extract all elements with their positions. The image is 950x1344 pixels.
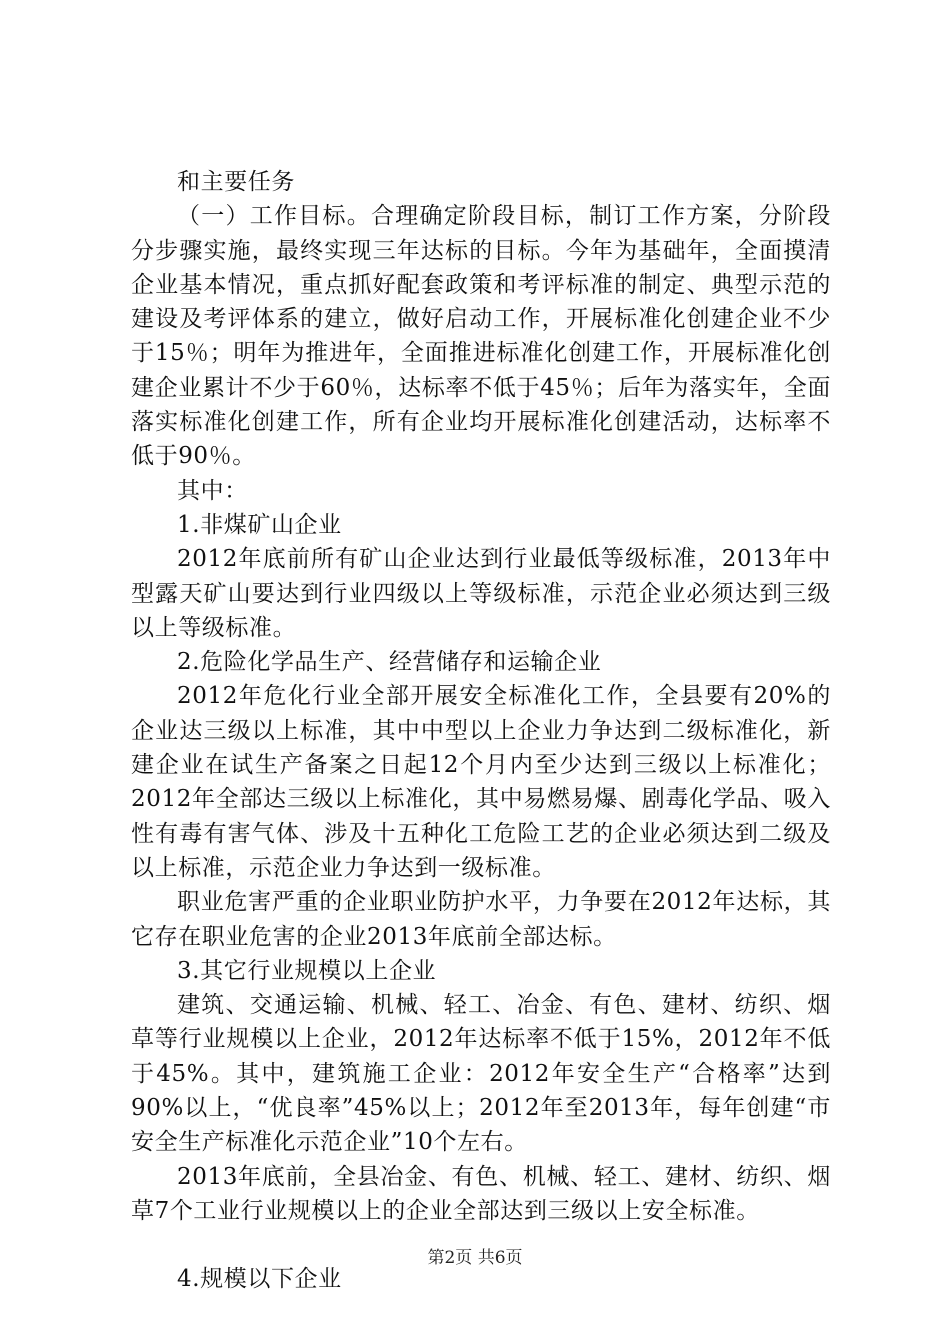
among-label: 其中： — [177, 477, 248, 504]
subheading-hazardous-chemicals: 2.危险化学品生产、经营储存和运输企业 — [177, 649, 602, 676]
work-goal-paragraph: （一）工作目标。合理确定阶段目标，制订工作方案，分阶段分步骤实施，最终实现三年达标的目标。今年为基础年，全面摸清企业基本情况，重点抓好配套政策和考评标准的制定、典型示范的建设及考评体系的建立，做好启动工作，开展标准化创建企业不少于15％；明年为推进年，全面推进标准化创建工作，开展标准化创建企业累计不少于60％，达标率不低于45％；后年为落实年，全面落实标准化创建工作，所有企业均开展标准化创建活动，达标率不低于90％。 — [131, 203, 831, 470]
section-heading: 和主要任务 — [177, 169, 295, 195]
subheading-other-industries: 3.其它行业规模以上企业 — [177, 957, 437, 984]
subheading-small-enterprises: 4.规模以下企业 — [177, 1266, 342, 1293]
subheading-non-coal-mines: 1.非煤矿山企业 — [177, 511, 342, 538]
hazardous-chemicals-paragraph: 2012年危化行业全部开展安全标准化工作，全县要有20%的企业达三级以上标准，其中中型以上企业力争达到二级标准化，新建企业在试生产备案之日起12个月内至少达到三级以上标准化；2012年全部达三级以上标准化，其中易燃易爆、剧毒化学品、吸入性有毒有害气体、涉及十五种化工危险工艺的企业必须达到二级及以上标准，示范企业力争达到一级标准。 — [131, 683, 831, 881]
non-coal-mines-paragraph: 2012年底前所有矿山企业达到行业最低等级标准，2013年中型露天矿山要达到行业四级以上等级标准，示范企业必须达到三级以上等级标准。 — [131, 546, 831, 641]
occupational-hazard-paragraph: 职业危害严重的企业职业防护水平，力争要在2012年达标，其它存在职业危害的企业2013年底前全部达标。 — [131, 889, 831, 950]
document-body — [131, 165, 831, 1297]
page-number-footer: 第2页 共6页 — [427, 1248, 523, 1268]
county-industries-paragraph: 2013年底前，全县冶金、有色、机械、轻工、建材、纺织、烟草7个工业行业规模以上的企业全部达到三级以上安全标准。 — [131, 1163, 831, 1224]
other-industries-paragraph: 建筑、交通运输、机械、轻工、冶金、有色、建材、纺织、烟草等行业规模以上企业，2012年达标率不低于15%，2012年不低于45%。其中，建筑施工企业：2012年安全生产“合格率”达到90%以上，“优良率”45%以上；2012年至2013年，每年创建“市安全生产标准化示范企业”10个左右。 — [131, 992, 831, 1156]
